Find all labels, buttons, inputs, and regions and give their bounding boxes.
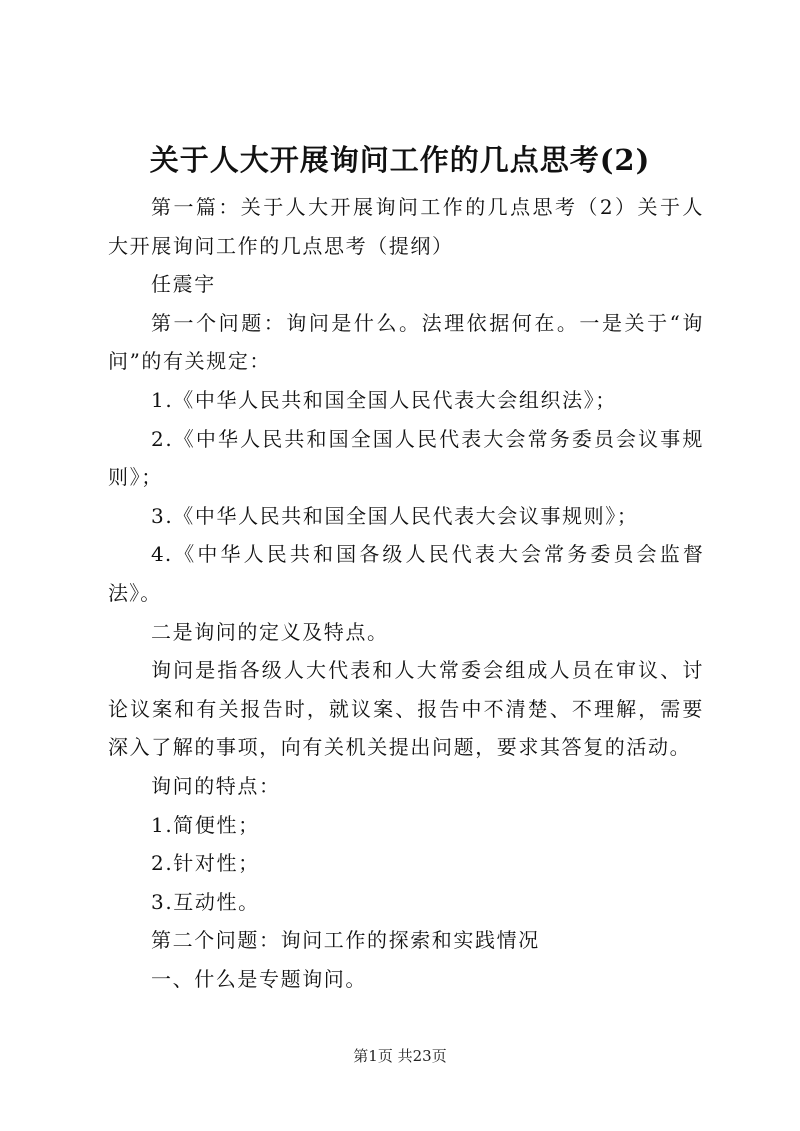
section-heading: 第二个问题：询问工作的探索和实践情况 (151, 928, 540, 953)
list-item: 4.《中华人民共和国各级人民代表大会常务委员会监督法》。 (108, 542, 704, 605)
document-title: 关于人大开展询问工作的几点思考(2) (149, 143, 651, 177)
list-item: 1.简便性； (151, 812, 260, 837)
document-body (108, 188, 704, 998)
paragraph: 二是询问的定义及特点。 (151, 619, 389, 644)
page-number: 第1页 (353, 1047, 393, 1065)
list-item: 2.针对性； (151, 851, 260, 876)
section-heading: 一、什么是专题询问。 (151, 966, 367, 991)
paragraph: 询问是指各级人大代表和人大常委会组成人员在审议、讨论议案和有关报告时，就议案、报告中不清楚、不理解，需要深入了解的事项，向有关机关提出问题，要求其答复的活动。 (108, 658, 704, 760)
page-total: 共23页 (397, 1047, 447, 1065)
paragraph: 第一个问题：询问是什么。法理依据何在。一是关于“询问”的有关规定： (108, 310, 704, 374)
page-footer (0, 1046, 800, 1066)
list-item: 2.《中华人民共和国全国人民代表大会常务委员会议事规则》； (108, 426, 704, 490)
paragraph: 第一篇：关于人大开展询问工作的几点思考（2）关于人大开展询问工作的几点思考（提纲） (108, 195, 704, 258)
list-item: 1.《中华人民共和国全国人民代表大会组织法》； (151, 387, 617, 412)
paragraph: 询问的特点： (151, 773, 281, 798)
list-item: 3.互动性。 (151, 889, 260, 914)
list-item: 3.《中华人民共和国全国人民代表大会议事规则》； (151, 503, 639, 528)
author-line: 任震宇 (151, 272, 216, 297)
